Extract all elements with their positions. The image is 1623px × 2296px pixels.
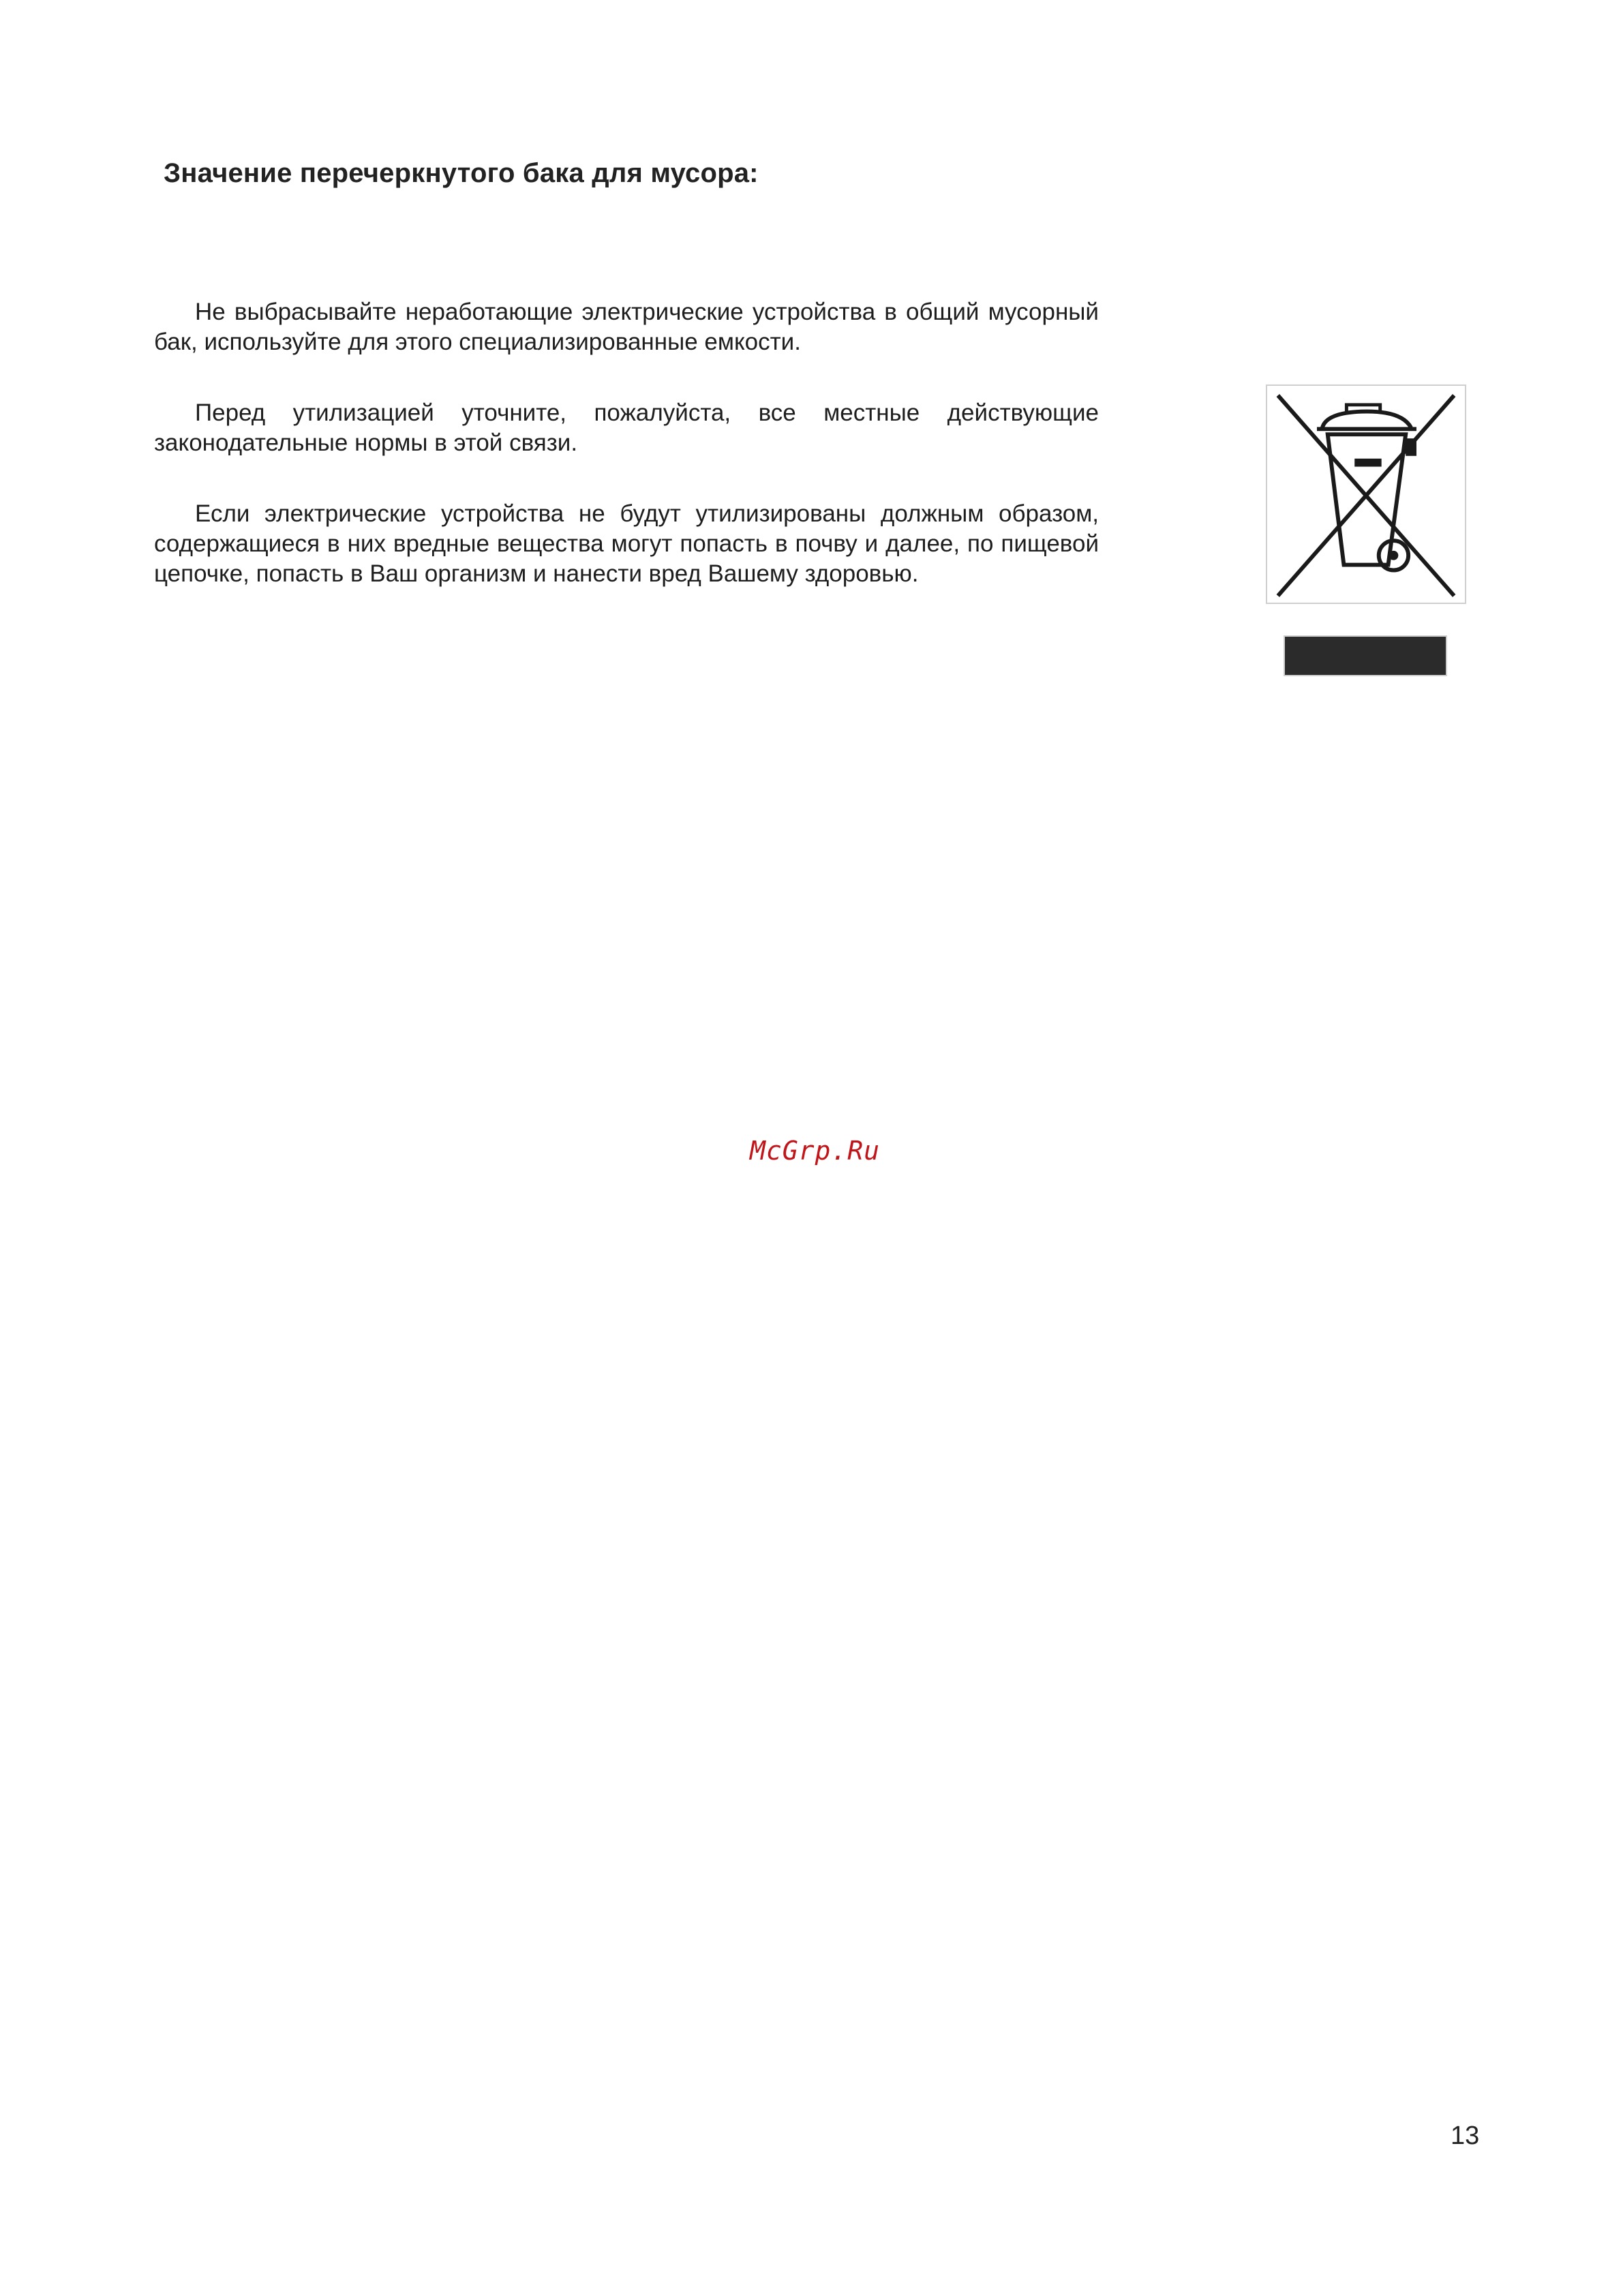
symbol-underline-bar [1284, 635, 1447, 676]
paragraph-health-risk: Если электрические устройства не будут утилизированы должным образом, содержащиеся в них вредные вещества могут попасть в почву и далее, по пищевой цепочке, попасть в Ваш организм и нанести вред Вашему здоровью. [154, 500, 1099, 587]
page-number: 13 [1451, 2121, 1480, 2150]
crossed-out-wheeled-bin-icon [1266, 384, 1466, 604]
page-title: Значение перечеркнутого бака для мусора: [164, 158, 759, 188]
watermark: McGrp.Ru [750, 1136, 881, 1166]
paragraph-disposal: Не выбрасывайте неработающие электрические устройства в общий мусорный бак, используйте для этого специализированные емкости. [154, 299, 1099, 355]
paragraph-local-regulations: Перед утилизацией уточните, пожалуйста, все местные действующие законодательные нормы в этой связи. [154, 399, 1099, 456]
body-text [154, 297, 1099, 630]
